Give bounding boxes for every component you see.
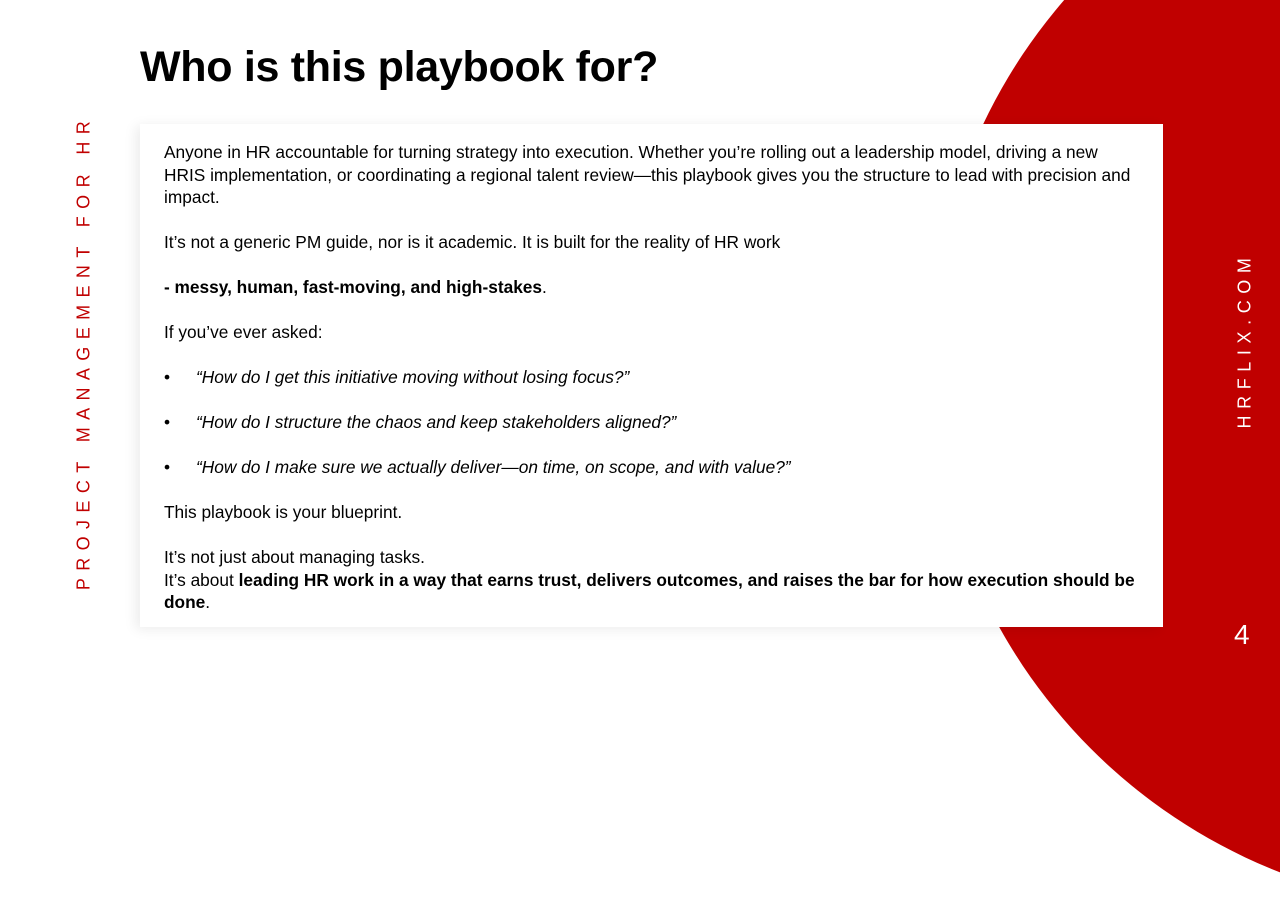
side-label-right: HRFLIX.COM xyxy=(1234,251,1255,429)
question-text: “How do I structure the chaos and keep stakeholders aligned?” xyxy=(196,412,677,432)
tasks-paragraph: It’s not just about managing tasks. xyxy=(164,547,425,567)
content-card xyxy=(140,124,1163,627)
about-prefix: It’s about xyxy=(164,569,239,590)
question-text: “How do I make sure we actually deliver—on time, on scope, and with value?” xyxy=(196,457,791,477)
slide-title: Who is this playbook for? xyxy=(140,43,659,91)
about-period: . xyxy=(205,592,211,612)
blueprint-paragraph: This playbook is your blueprint. xyxy=(164,502,403,522)
bullet-icon: • xyxy=(164,367,171,387)
page-number: 4 xyxy=(1234,619,1250,650)
asked-paragraph: If you’ve ever asked: xyxy=(164,322,323,342)
about-paragraph xyxy=(164,569,1141,614)
reality-bold-text: - messy, human, fast-moving, and high-stakes xyxy=(164,277,543,297)
bullet-icon: • xyxy=(164,457,171,477)
reality-period: . xyxy=(542,277,547,297)
about-bold-text: leading HR work in a way that earns trust, delivers outcomes, and raises the bar for how execution should be done xyxy=(164,569,1135,612)
bullet-icon: • xyxy=(164,412,171,432)
intro-paragraph: Anyone in HR accountable for turning strategy into execution. Whether you’re rolling out a leadership model, driving a new HRIS implementation, or coordinating a regional talent review—this playbook gives you the structure to lead with precision and impact. xyxy=(164,142,1131,207)
list-item xyxy=(164,456,1141,479)
question-list xyxy=(164,366,1141,479)
reality-paragraph xyxy=(164,276,1141,299)
list-item xyxy=(164,366,1141,389)
question-text: “How do I get this initiative moving without losing focus?” xyxy=(196,367,630,387)
not-generic-paragraph: It’s not a generic PM guide, nor is it academic. It is built for the reality of HR work xyxy=(164,232,781,252)
side-label-left: PROJECT MANAGEMENT FOR HR xyxy=(73,113,94,591)
list-item xyxy=(164,411,1141,434)
